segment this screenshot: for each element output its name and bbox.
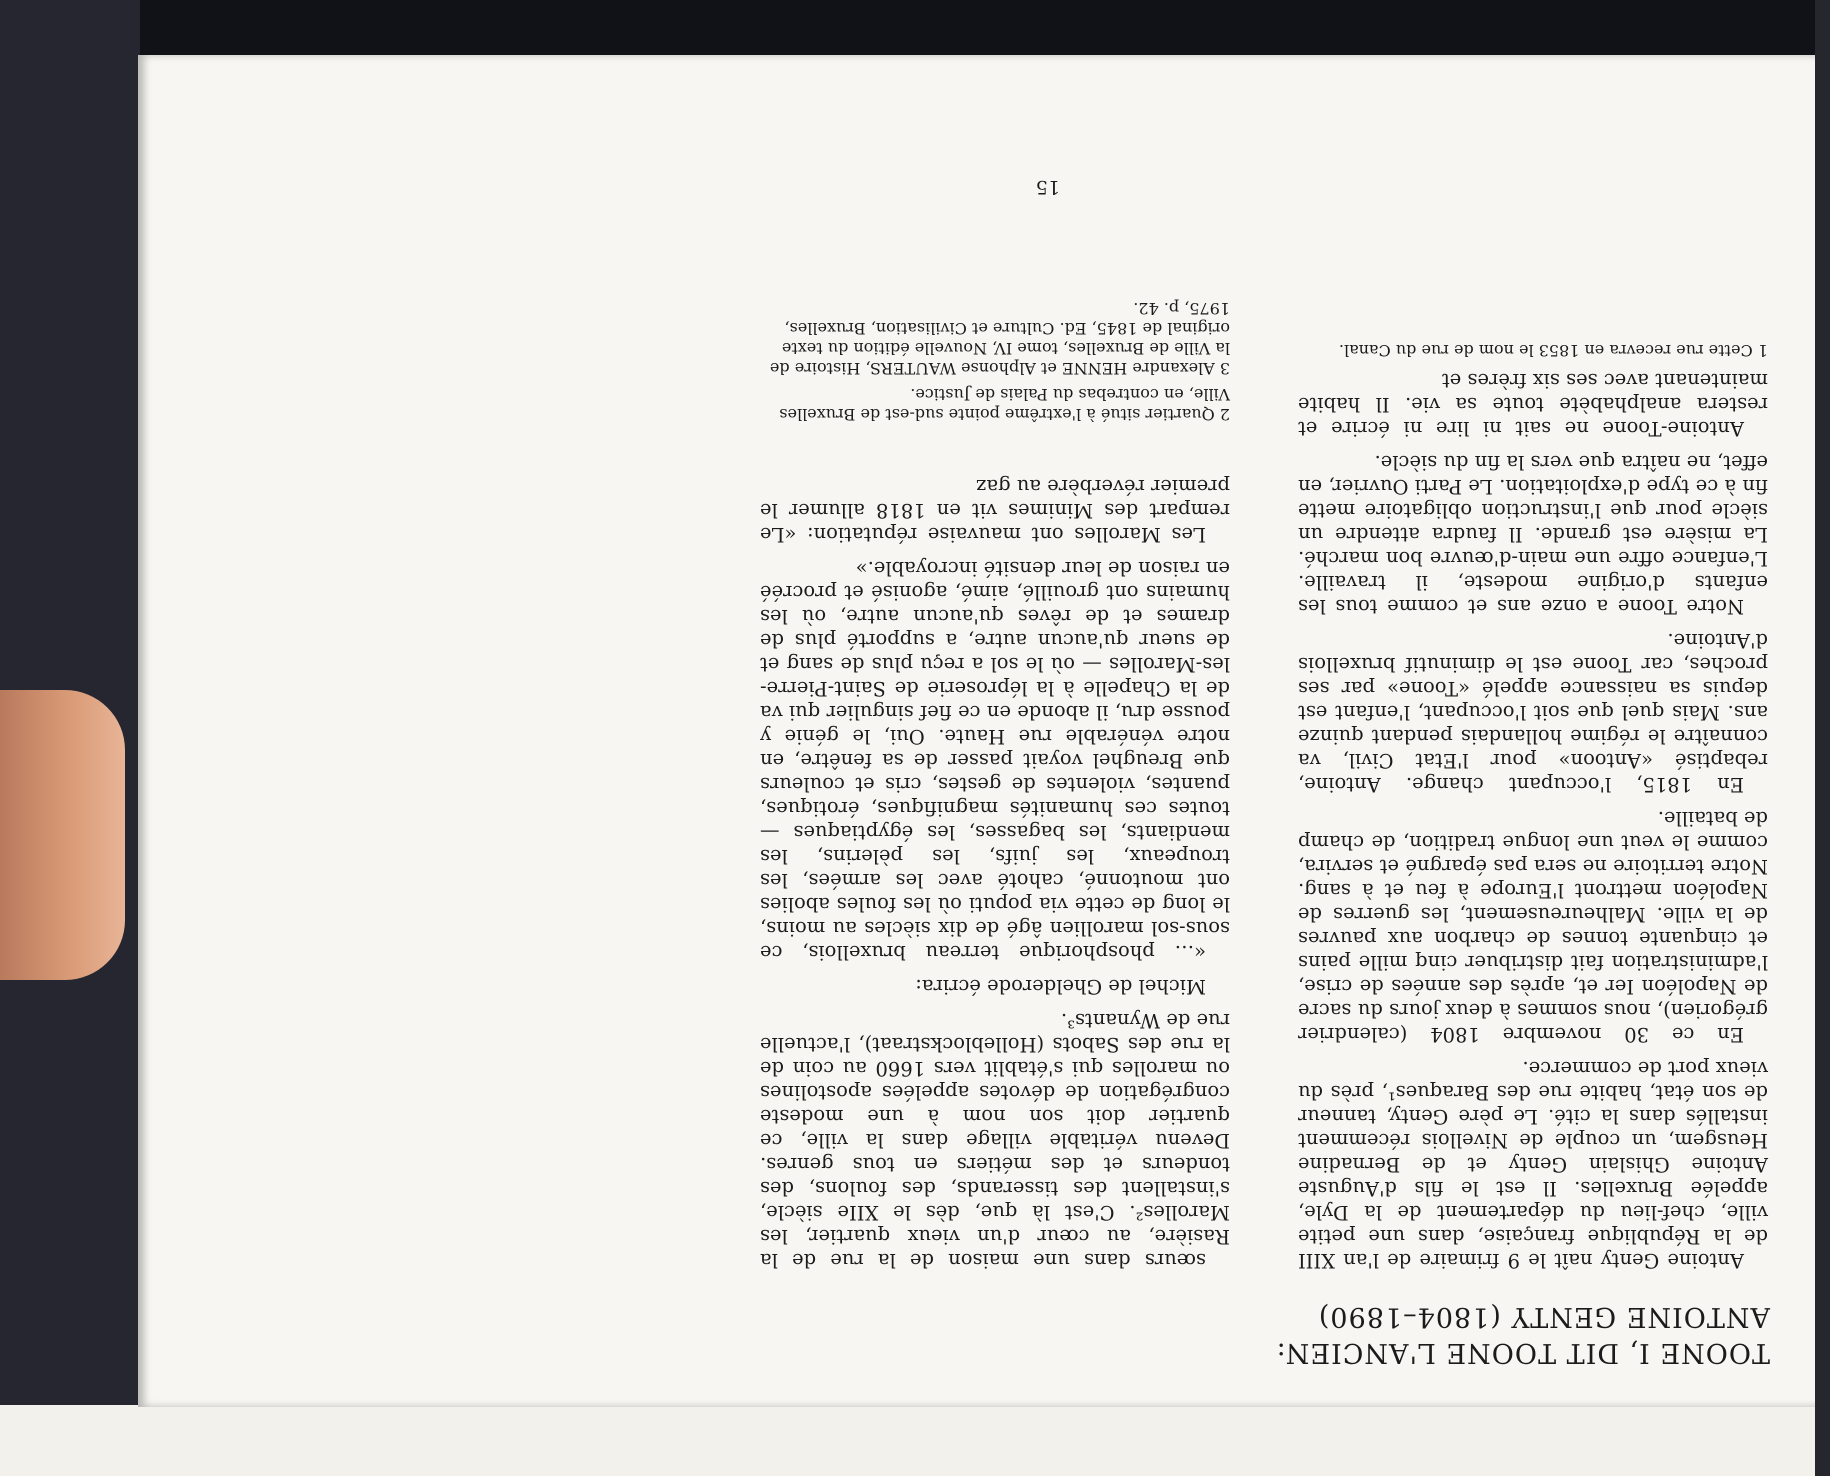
paragraph: Notre Toone a onze ans et comme tous les enfants d'origine modeste, il travaille. L'enfance offre une main-d'œuvre bon marché. La misère est grande. Il faudra attendre un siècle pour que l'instruction obligatoire mette fin à ce type d'exploitation. Le Parti Ouvrier, en effet, ne naîtra que vers la fin du siècle. <box>1298 451 1768 618</box>
text-column-left <box>1298 358 1768 1272</box>
page-number: 15 <box>1035 176 1060 198</box>
dark-background-top <box>0 0 1830 60</box>
footnotes-right <box>760 292 1230 424</box>
chapter-title: TOONE I, DIT TOONE L'ANCIEN: ANTOINE GENTY (1804–1890) <box>1275 1301 1770 1368</box>
paragraph: En ce 30 novembre 1804 (calendrier grégorien), nous sommes à deux jours du sacre de Napoléon Ier et, après des années de crise, l'administration fait distribuer cinq mille pains et cinquante tonnes de charbon aux pauvres de la ville. Malheureusement, les guerres de Napoléon mettront l'Europe à feu et à sang. Notre territoire ne sera pas épargné et servira, comme le veut une longue tradition, de champ de bataille. <box>1298 807 1768 1046</box>
paragraph: Les Marolles ont mauvaise réputation: «Le rempart des Minimes vit en 1818 allumer le premier réverbère au gaz <box>760 475 1230 546</box>
footnote: 3 Alexandre HENNE et Alphonse WAUTERS, Histoire de la Ville de Bruxelles, tome IV, Nouvelle édition du texte original de 1845, Ed. Culture et Civilisation, Bruxelles, 1975, p. 42. <box>769 299 1230 378</box>
rotated-page-content <box>640 160 1830 1370</box>
footnote: 1 Cette rue recevra en 1853 le nom de rue du Canal. <box>1338 341 1768 360</box>
paragraph: En 1815, l'occupant change. Antoine, rebaptisé «Antoon» pour l'Etat Civil, va connaître le régime hollandais pendant quinze ans. Mais quel que soit l'occupant, l'enfant est depuis sa naissance appelé «Toone» par ses proches, car Toone est le diminutif bruxellois d'Antoine. <box>1298 629 1768 796</box>
paragraph: Antoine-Toone ne sait ni lire ni écrire et restera analphabète toute sa vie. Il habite maintenant avec ses six frères et <box>1298 369 1768 440</box>
footnotes-left <box>1298 334 1768 360</box>
paragraph: sœurs dans une maison de la rue de la Rasière, au cœur d'un vieux quartier, les Marolles². C'est là que, dès le XIIe siècle, s'installent des tisserands, des foulons, des tondeurs et des métiers en tous genres. Devenu véritable village dans la ville, ce quartier doit son nom à une modeste congrégation de dévotes appelées apostolines ou marolles qui s'établit vers 1660 au coin de la rue des Sabots (Holleblockstraat), l'actuelle rue de Wynants³. <box>760 1009 1230 1272</box>
footnote: 2 Quartier situé à l'extrême pointe sud-est de Bruxelles Ville, en contrebas du Palais de Justice. <box>779 385 1230 424</box>
thumb-holding-page <box>0 690 125 980</box>
paragraph: Michel de Ghelderode écrira: <box>915 975 1206 998</box>
text-column-right <box>760 464 1230 1272</box>
page-bottom-band <box>0 1405 1830 1476</box>
quotation: «… phosphorique terreau bruxellois, ce sous-sol marollien âgé de dix siècles au moins, le long de cette via poputi où les foules abolies ont moutonné, cahoté avec les armées, les troupeaux, les juifs, les pèlerins, les mendiants, les bagasses, les égyptiaques — toutes ces humanités magnifiques, érotiques, puantes, violentes de gestes, cris et couleurs que Breughel voyait passer de sa fenêtre, en notre vénérable rue Haute. Oui, le génie y pousse dru, il abonde en ce fief singulier qui va de la Chapelle à la léproserie de Saint-Pierre-les-Marolles — où le sol a reçu plus de sang et de sueur qu'aucun autre, a supporté plus de drames et de rêves qu'aucun autre, où les humains ont grouillé, aimé, agonisé et procréé en raison de leur densité incroyable.» <box>760 557 1230 964</box>
paragraph: Antoine Genty naît le 9 frimaire de l'an XIII de la République française, dans une petite ville, chef-lieu du département de la Dyle, appelée Bruxelles. Il est le fils d'Auguste Antoine Ghislain Genty et de Bernadine Heusgem, un couple de Nivellois récemment installés dans la cité. Le père Genty, tanneur de son état, habite rue des Baraques¹, près du vieux port de commerce. <box>1298 1057 1768 1272</box>
